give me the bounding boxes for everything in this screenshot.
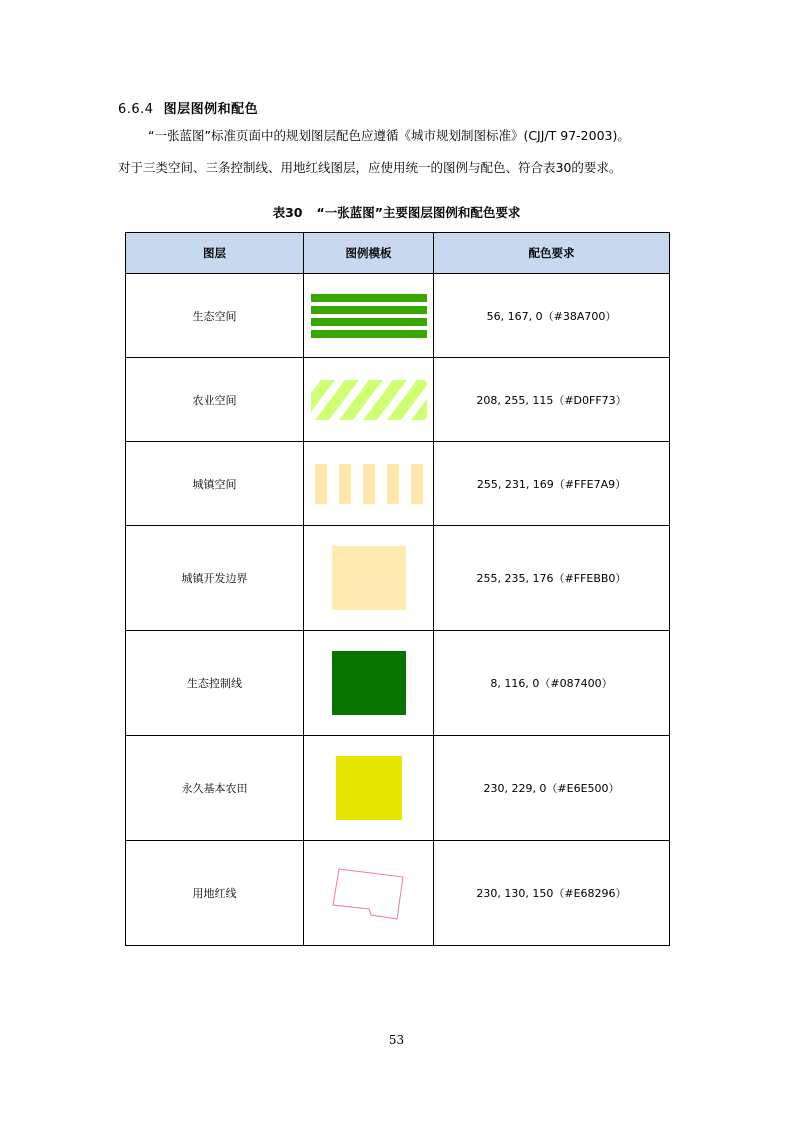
color-value: 8, 116, 0（#087400） [434, 631, 670, 736]
solid-color-swatch [332, 546, 406, 610]
legend-template-cell [304, 841, 434, 946]
vertical-stripes-swatch [315, 464, 423, 504]
table-row [126, 442, 670, 526]
layer-name: 永久基本农田 [126, 736, 304, 841]
color-value: 255, 235, 176（#FFEBB0） [434, 526, 670, 631]
horizontal-stripes-swatch [311, 294, 427, 338]
header-layer: 图层 [126, 233, 304, 274]
page-number: 53 [388, 1033, 405, 1047]
legend-color-table [125, 232, 670, 946]
layer-name: 城镇空间 [126, 442, 304, 526]
color-value: 208, 255, 115（#D0FF73） [434, 358, 670, 442]
color-value: 56, 167, 0（#38A700） [434, 274, 670, 358]
table-row [126, 358, 670, 442]
layer-name: 生态控制线 [126, 631, 304, 736]
diagonal-stripes-swatch [311, 380, 427, 420]
stripe-group [311, 294, 427, 338]
table-caption-number: 表30 [272, 205, 303, 220]
table-row [126, 736, 670, 841]
header-template: 图例模板 [304, 233, 434, 274]
section-number: 6.6.4 [118, 102, 154, 117]
legend-template-cell [304, 631, 434, 736]
solid-color-swatch [332, 651, 406, 715]
table-caption [0, 203, 793, 221]
layer-name: 生态空间 [126, 274, 304, 358]
color-value: 255, 231, 169（#FFE7A9） [434, 442, 670, 526]
header-color: 配色要求 [434, 233, 670, 274]
layer-name: 用地红线 [126, 841, 304, 946]
table-row [126, 631, 670, 736]
table-caption-title: “一张蓝图”主要图层图例和配色要求 [316, 205, 521, 220]
legend-template-cell [304, 358, 434, 442]
color-value: 230, 130, 150（#E68296） [434, 841, 670, 946]
solid-color-swatch [336, 756, 402, 820]
legend-template-cell [304, 736, 434, 841]
section-heading [118, 98, 258, 117]
section-title: 图层图例和配色 [163, 102, 259, 117]
table-row [126, 841, 670, 946]
layer-name: 农业空间 [126, 358, 304, 442]
table-row [126, 526, 670, 631]
layer-name: 城镇开发边界 [126, 526, 304, 631]
paragraph-line-2: 对于三类空间、三条控制线、用地红线图层，应使用统一的图例与配色、符合表30的要求。 [118, 160, 622, 175]
paragraph-line-1: “一张蓝图”标准页面中的规划图层配色应遵循《城市规划制图标准》(CJJ/T 97-2003)。 [148, 128, 630, 143]
legend-template-cell [304, 442, 434, 526]
color-value: 230, 229, 0（#E6E500） [434, 736, 670, 841]
table-header-row [126, 233, 670, 274]
legend-template-cell [304, 274, 434, 358]
boundary-outline-swatch [331, 865, 407, 921]
legend-template-cell [304, 526, 434, 631]
table-row [126, 274, 670, 358]
